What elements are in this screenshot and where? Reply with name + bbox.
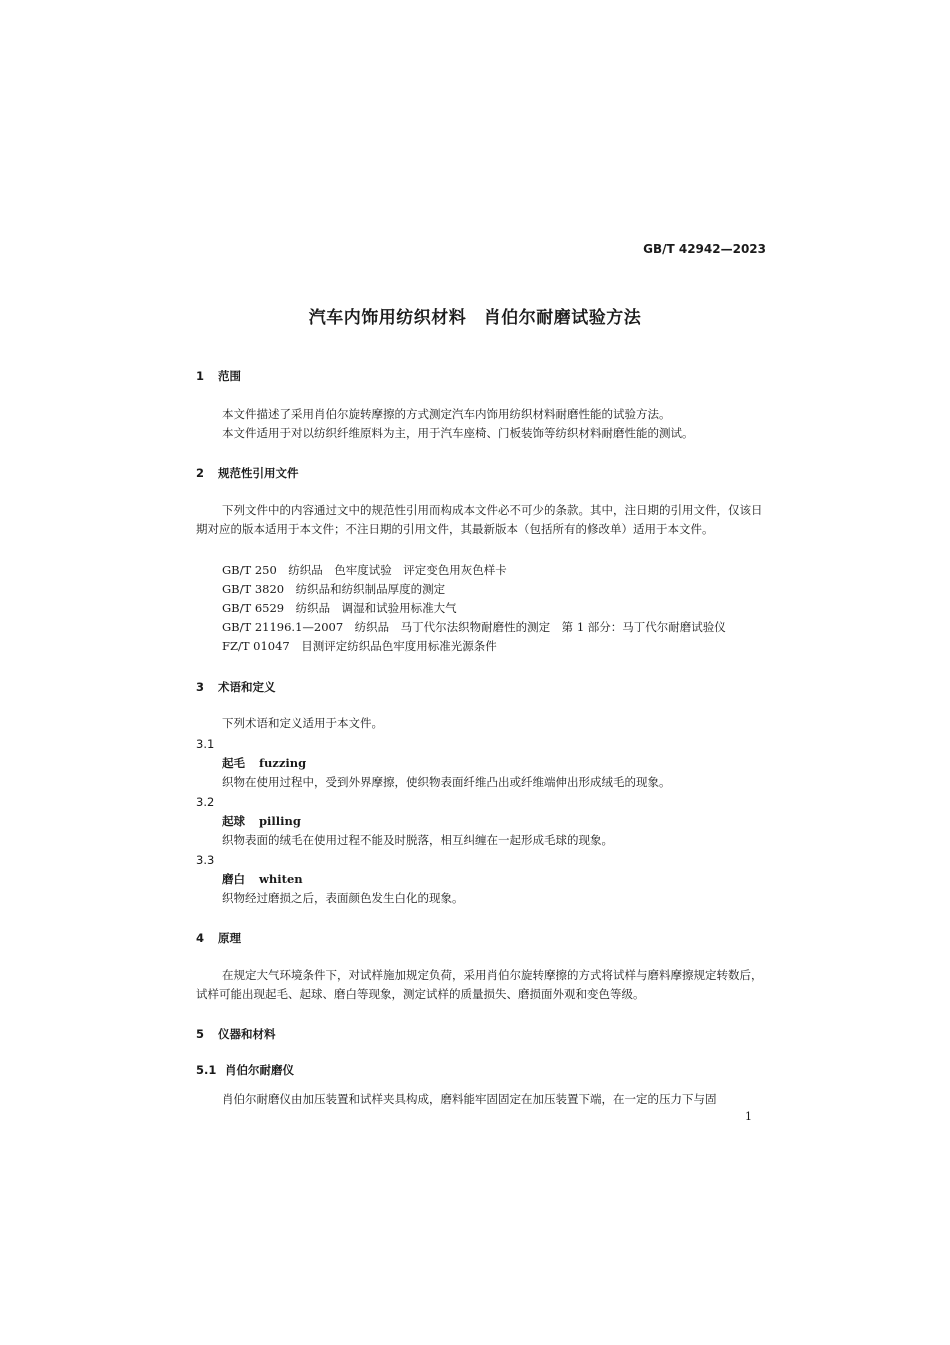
reference-item: GB/T 3820 纺织品和纺织制品厚度的测定: [222, 582, 446, 596]
term-definition: 织物在使用过程中，受到外界摩擦，使织物表面纤维凸出或纤维端伸出形成绒毛的现象。: [222, 775, 671, 789]
term-en: pilling: [259, 814, 301, 828]
reference-item: GB/T 6529 纺织品 调湿和试验用标准大气: [222, 601, 457, 615]
term-en: fuzzing: [259, 756, 307, 770]
term-title: [222, 871, 303, 887]
section-number: 3: [196, 680, 205, 694]
term-number: 3.2: [196, 795, 215, 809]
reference-item: GB/T 250 纺织品 色牢度试验 评定变色用灰色样卡: [222, 563, 507, 577]
page-number: 1: [745, 1110, 752, 1123]
section-title: 术语和定义: [218, 680, 276, 694]
section-title: 仪器和材料: [218, 1027, 276, 1041]
section-2-heading: [196, 465, 299, 481]
paragraph: 在规定大气环境条件下，对试样施加规定负荷，采用肖伯尔旋转摩擦的方式将试样与磨料摩擦规定转数后，试样可能出现起毛、起球、磨白等现象，测定试样的质量损失、磨损面外观和变色等级。: [196, 968, 763, 1001]
section-number: 5: [196, 1027, 205, 1041]
section-number: 5.1: [196, 1063, 217, 1077]
section-1-heading: [196, 368, 241, 384]
section-title: 肖伯尔耐磨仪: [225, 1063, 294, 1077]
reference-item: FZ/T 01047 目测评定纺织品色牢度用标准光源条件: [222, 639, 497, 653]
term-zh: 磨白: [222, 872, 245, 886]
term-number: 3.1: [196, 737, 215, 751]
document-title: 汽车内饰用纺织材料 肖伯尔耐磨试验方法: [308, 308, 642, 328]
term-en: whiten: [259, 872, 303, 886]
paragraph: 本文件适用于对以纺织纤维原料为主，用于汽车座椅、门板装饰等纺织材料耐磨性能的测试。: [222, 426, 694, 440]
section-title: 原理: [218, 931, 241, 945]
section-number: 2: [196, 466, 205, 480]
standard-code: GB/T 42942—2023: [643, 242, 766, 256]
paragraph: 下列文件中的内容通过文中的规范性引用而构成本文件必不可少的条款。其中，注日期的引用文件，仅该日期对应的版本适用于本文件；不注日期的引用文件，其最新版本（包括所有的修改单）适用于本文件。: [196, 503, 763, 536]
term-definition: 织物表面的绒毛在使用过程不能及时脱落，相互纠缠在一起形成毛球的现象。: [222, 833, 613, 847]
term-zh: 起球: [222, 814, 245, 828]
paragraph: 下列术语和定义适用于本文件。: [222, 716, 383, 730]
term-zh: 起毛: [222, 756, 245, 770]
paragraph: 肖伯尔耐磨仪由加压装置和试样夹具构成，磨料能牢固固定在加压装置下端，在一定的压力下与固: [222, 1092, 717, 1106]
term-number: 3.3: [196, 853, 215, 867]
section-number: 1: [196, 369, 205, 383]
paragraph: 本文件描述了采用肖伯尔旋转摩擦的方式测定汽车内饰用纺织材料耐磨性能的试验方法。: [222, 407, 671, 421]
section-title: 范围: [218, 369, 241, 383]
subsection-5-1-heading: [196, 1062, 294, 1078]
section-number: 4: [196, 931, 205, 945]
section-4-heading: [196, 930, 241, 946]
section-5-heading: [196, 1026, 276, 1042]
section-3-heading: [196, 679, 276, 695]
term-title: [222, 755, 306, 771]
reference-item: GB/T 21196.1—2007 纺织品 马丁代尔法织物耐磨性的测定 第 1 部分：马丁代尔耐磨试验仪: [222, 620, 726, 634]
term-definition: 织物经过磨损之后，表面颜色发生白化的现象。: [222, 891, 464, 905]
term-title: [222, 813, 301, 829]
section-title: 规范性引用文件: [218, 466, 299, 480]
